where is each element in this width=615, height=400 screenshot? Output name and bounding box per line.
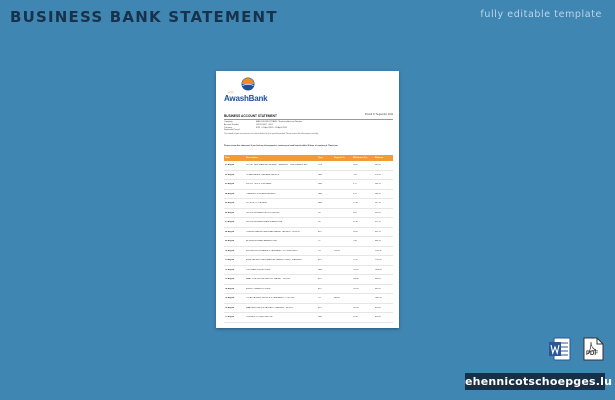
- info-label: Company: [224, 121, 233, 123]
- table-cell: MAAT JOSE INCOME PAYROLL SALARY · MONTH: [246, 278, 291, 281]
- table-cell: 4.25: [353, 192, 357, 195]
- table-cell: 115.00: [353, 268, 359, 271]
- table-row: [224, 304, 393, 314]
- table-cell: 07-Aug-24: [225, 221, 235, 224]
- table-cell: 400.00: [334, 297, 340, 300]
- table-row: [224, 266, 393, 276]
- table-row: [224, 190, 393, 200]
- table-cell: PURCHASE PHONE CREDIT: [246, 268, 272, 271]
- page-subtitle: fully editable template: [480, 9, 602, 20]
- table-cell: 933.45: [375, 211, 381, 214]
- table-cell: CR: [318, 297, 321, 300]
- table-cell: 968.75: [375, 183, 381, 186]
- table-row: [224, 275, 393, 285]
- table-row: [224, 313, 393, 323]
- table-cell: EDUCATION EXCHANGE & CARRIAGES · FUTURE EVENT: [246, 249, 298, 252]
- column-header: Deposit In: [334, 157, 345, 159]
- table-cell: 02-Aug-24: [225, 173, 235, 176]
- table-cell: 1006.85: [375, 268, 382, 271]
- table-cell: 1121.85: [375, 259, 382, 262]
- table-cell: 850.85: [375, 306, 381, 309]
- table-cell: CR: [318, 249, 321, 252]
- table-cell: 231.00: [353, 306, 359, 309]
- table-cell: DEB: [318, 173, 322, 176]
- table-cell: 250.00: [334, 249, 340, 252]
- bank-name: AwashBank: [224, 94, 268, 103]
- table-cell: 04-Aug-24: [225, 192, 235, 195]
- column-header: Type: [318, 157, 323, 159]
- table-cell: 884.35: [375, 240, 381, 243]
- table-cell: BPC: [318, 287, 322, 290]
- table-cell: DEB: [318, 268, 322, 271]
- table-cell: 937.10: [375, 202, 381, 205]
- table-cell: DD: [318, 221, 321, 224]
- statement-note: Please review this statement. If you find any discrepancies, contact your bank branch within 30 days of receiving it. Thank you.: [224, 145, 339, 147]
- table-cell: 22.40: [353, 316, 358, 319]
- table-cell: 27.40: [353, 202, 358, 205]
- table-row: [224, 285, 393, 295]
- table-cell: DD: [318, 211, 321, 214]
- table-cell: 964.50: [375, 192, 381, 195]
- table-cell: OCEAN PALACE CARRAGE SERVICE: [246, 173, 280, 176]
- table-cell: 7.80: [353, 240, 357, 243]
- table-cell: 5.75: [353, 183, 357, 186]
- table-cell: SUPPLY TRUCK PURCHASE: [246, 183, 272, 186]
- table-cell: TRAINING PROGRAMS PAYMENT: [246, 192, 276, 195]
- table-cell: 982.00: [375, 164, 381, 167]
- info-value: EAE HOLDING TRADE · Business Account Number: [256, 121, 303, 123]
- table-cell: 1134.35: [375, 249, 382, 252]
- table-cell: 17-Aug-24: [225, 316, 235, 319]
- bank-logo-icon: [241, 77, 255, 91]
- table-cell: 18.00: [353, 164, 358, 167]
- table-cell: 06-Aug-24: [225, 211, 235, 214]
- table-row: [224, 247, 393, 257]
- divider: [224, 119, 393, 120]
- pdf-label: PDF: [586, 351, 598, 357]
- bank-logo-small-text: ልማት: [228, 91, 234, 94]
- table-cell: 896.85: [375, 278, 381, 281]
- pdf-document-icon[interactable]: [582, 337, 604, 361]
- table-cell: PEOPLE BUSINESS MAINTENANCE FEE: [246, 221, 283, 224]
- table-cell: DEB: [318, 316, 322, 319]
- table-cell: 892.15: [375, 230, 381, 233]
- table-cell: 03-Aug-24: [225, 183, 235, 186]
- table-row: [224, 218, 393, 228]
- table-cell: 15-Aug-24: [225, 297, 235, 300]
- statement-document-preview[interactable]: [216, 71, 399, 328]
- table-cell: 215.00: [353, 287, 359, 290]
- table-row: [224, 209, 393, 219]
- table-cell: 01-Aug-24: [225, 164, 235, 167]
- table-cell: POS: [318, 164, 322, 167]
- column-header: Date: [225, 157, 230, 159]
- table-cell: BPC: [318, 306, 322, 309]
- table-cell: DEB: [318, 202, 322, 205]
- pdf-document-shape: [582, 337, 604, 361]
- table-cell: BRING COMMERCE CREDIT: [246, 287, 272, 290]
- table-row: [224, 180, 393, 190]
- table-row: [224, 294, 393, 304]
- table-cell: 110.00: [353, 278, 359, 281]
- table-cell: MAAT ASSOCIATION PAYMENT TRANSFER · MONTH: [246, 306, 293, 309]
- table-cell: 16-Aug-24: [225, 306, 235, 309]
- column-header: Withdraw Out: [353, 157, 368, 159]
- statement-paragraph: The details of your transactions are shown below for the specified period. Please review the information carefully.: [224, 133, 319, 135]
- table-cell: OUTLET MERCHANDISE PAYMENT TRANSFER · TEKE FINANCE BLD: [246, 164, 308, 167]
- website-link[interactable]: ehennicotschoepges.lu: [465, 375, 613, 388]
- table-cell: 12.30: [353, 221, 358, 224]
- table-cell: 05-Aug-24: [225, 202, 235, 205]
- column-header: Balance: [375, 157, 384, 159]
- info-labels: [224, 121, 252, 132]
- table-cell: LOCAL PAYMENT SERVICE & CARRIAGES · UTILITIES: [246, 297, 295, 300]
- info-value: ETB · 01 April 2024 - 30 April 2024: [256, 126, 287, 129]
- table-cell: CREDIBLE CLOSING DEPOSIT: [246, 316, 274, 319]
- table-cell: 921.15: [375, 221, 381, 224]
- page-title: BUSINESS BANK STATEMENT: [10, 8, 278, 26]
- table-row: [224, 171, 393, 181]
- info-label: Currency: [224, 126, 233, 129]
- table-cell: BE SENDING BANK BALANCE FEE: [246, 240, 277, 243]
- statement-date: Printed 17 September 2024: [364, 114, 393, 116]
- table-cell: 1081.85: [375, 297, 382, 300]
- info-label: Account Number: [224, 123, 239, 126]
- table-cell: 08-Aug-24: [225, 230, 235, 233]
- table-cell: 974.50: [375, 173, 381, 176]
- table-row: [224, 228, 393, 238]
- table-cell: DEB: [318, 192, 322, 195]
- table-cell: 681.85: [375, 287, 381, 290]
- table-cell: 11-Aug-24: [225, 259, 235, 262]
- table-cell: ADEM PAYMENT MERCHANDISE LEAGUE CREDIT TRANSFER: [246, 259, 302, 262]
- table-cell: CC: [318, 240, 321, 243]
- table-row: [224, 237, 393, 247]
- bank-logo: [224, 77, 268, 111]
- transactions-table: [224, 155, 393, 323]
- table-cell: 09-Aug-24: [225, 240, 235, 243]
- table-cell: 12-Aug-24: [225, 268, 235, 271]
- table-row: [224, 199, 393, 209]
- table-cell: 14-Aug-24: [225, 287, 235, 290]
- table-cell: DEB: [318, 183, 322, 186]
- table-cell: LG TECH CO. PAYMENT: [246, 202, 268, 205]
- table-row: [224, 256, 393, 266]
- table-cell: 10-Aug-24: [225, 249, 235, 252]
- table-cell: 7.50: [353, 173, 357, 176]
- table-cell: BPC: [318, 230, 322, 233]
- info-values: [256, 121, 356, 129]
- info-label: Statement Period: [224, 129, 240, 132]
- table-cell: 3.65: [353, 211, 357, 214]
- table-cell: 12.50: [353, 259, 358, 262]
- word-document-icon[interactable]: [548, 337, 572, 361]
- table-cell: 13-Aug-24: [225, 278, 235, 281]
- table-cell: BPC: [318, 278, 322, 281]
- table-body: [224, 161, 393, 323]
- table-cell: OVERLAY HARGE DEBUG ABE SALARY PAYMENT · MONTH: [246, 230, 300, 233]
- column-header: Description: [246, 157, 259, 159]
- table-cell: 29.00: [353, 230, 358, 233]
- table-cell: 828.45: [375, 316, 381, 319]
- table-row: [224, 161, 393, 171]
- info-value: 10122-0002 · 0001: [256, 123, 273, 126]
- table-cell: BPC: [318, 259, 322, 262]
- statement-title: BUSINESS ACCOUNT STATEMENT: [224, 114, 277, 118]
- table-cell: PEOPLE BUSINESS GROUP REFUND: [246, 211, 280, 214]
